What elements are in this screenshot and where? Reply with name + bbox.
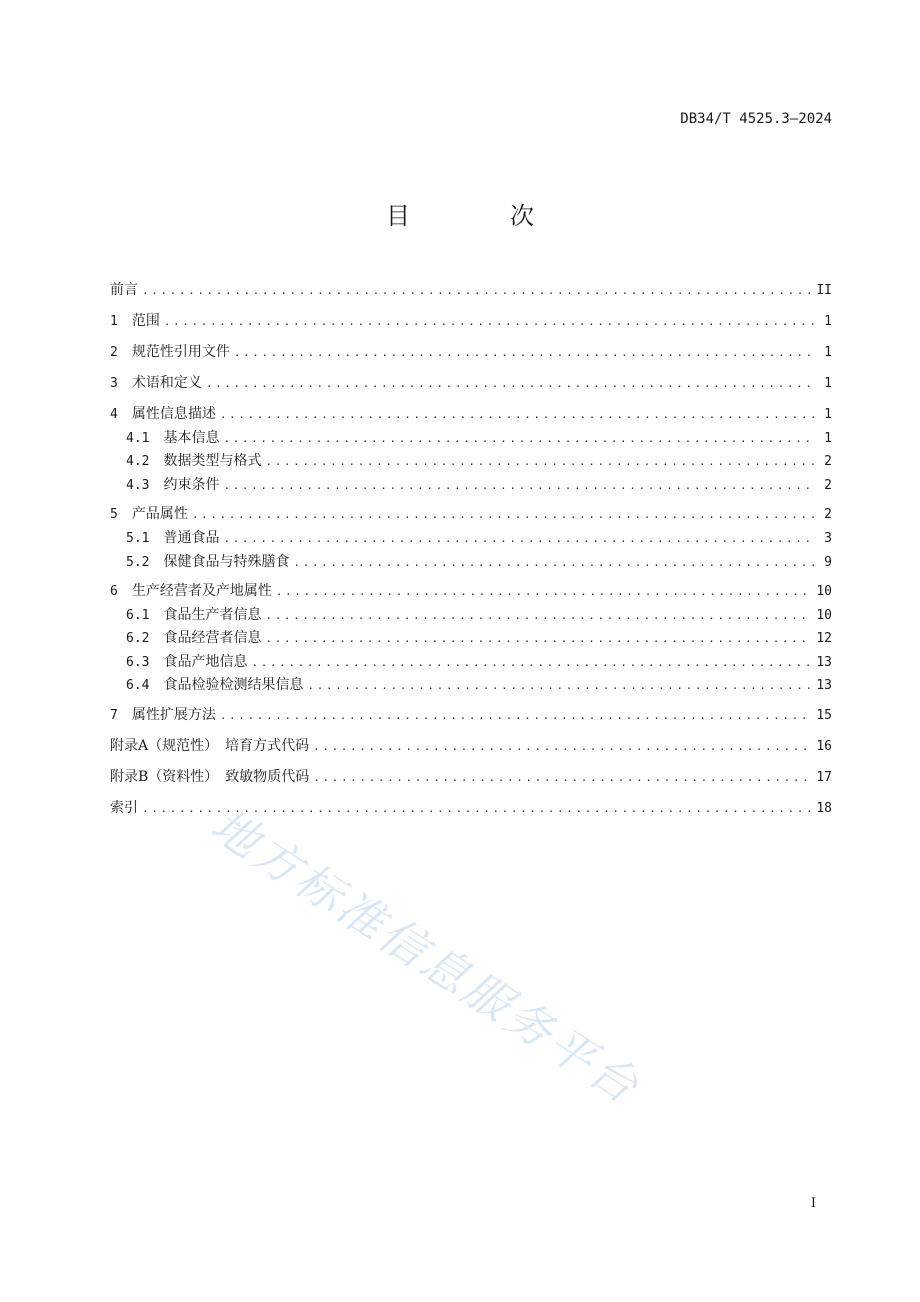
- toc-entry-scope[interactable]: [110, 311, 832, 331]
- toc-entry-page: 1: [824, 431, 832, 446]
- toc-entry-number: 4.3: [126, 478, 150, 493]
- toc-entry-label: 术语和定义: [131, 375, 202, 391]
- toc-entry-label: 属性扩展方法: [131, 707, 216, 723]
- toc-entry-page: 3: [824, 531, 832, 546]
- toc-entry-number: 3: [110, 376, 118, 391]
- toc-leader-dots: [220, 706, 813, 726]
- toc-entry-normative-references[interactable]: [110, 342, 832, 362]
- toc-entry-page: 1: [824, 314, 832, 329]
- toc-entry-page: 16: [816, 739, 832, 754]
- toc-entry-page: 1: [824, 376, 832, 391]
- toc-entry-constraints[interactable]: [110, 475, 832, 495]
- toc-entry-page: 10: [816, 608, 832, 623]
- toc-leader-dots: [192, 505, 814, 525]
- toc-entry-number: 2: [110, 345, 118, 360]
- toc-entry-basic-info[interactable]: [110, 428, 832, 448]
- toc-leader-dots: [251, 653, 812, 673]
- toc-entry-operator-info[interactable]: [110, 628, 832, 648]
- toc-entry-data-types[interactable]: [110, 451, 832, 471]
- toc-entry-label: 范围: [131, 313, 160, 329]
- toc-entry-label: 食品产地信息: [163, 654, 248, 670]
- toc-entry-number: 4: [110, 407, 118, 422]
- toc-entry-label: 生产经营者及产地属性: [131, 583, 272, 599]
- toc-entry-origin-info[interactable]: [110, 652, 832, 672]
- toc-leader-dots: [142, 799, 812, 819]
- toc-leader-dots: [313, 768, 812, 788]
- toc-leader-dots: [206, 374, 814, 394]
- toc-leader-dots: [142, 281, 812, 301]
- toc-entry-label: 索引: [110, 800, 138, 816]
- toc-entry-page: 18: [816, 801, 832, 816]
- toc-entry-number: 6.1: [126, 608, 150, 623]
- toc-entry-appendix-b[interactable]: [110, 767, 832, 787]
- toc-entry-number: 4.1: [126, 431, 150, 446]
- toc-leader-dots: [164, 312, 814, 332]
- toc-entry-page: 12: [816, 631, 832, 646]
- toc-entry-number: 4.2: [126, 454, 150, 469]
- toc-entry-label: 保健食品与特殊膳食: [163, 554, 290, 570]
- toc-entry-page: 9: [824, 555, 832, 570]
- toc-entry-number: 6.4: [126, 678, 150, 693]
- toc-entry-producer-info[interactable]: [110, 605, 832, 625]
- toc-entry-page: 13: [816, 655, 832, 670]
- toc-entry-page: 17: [816, 770, 832, 785]
- toc-entry-page: 2: [824, 478, 832, 493]
- toc-entry-label: 属性信息描述: [131, 406, 216, 422]
- toc-entry-page: 2: [824, 454, 832, 469]
- toc-entry-attribute-description[interactable]: [110, 404, 832, 424]
- toc-entry-extension-method[interactable]: [110, 705, 832, 725]
- toc-entry-label: 食品经营者信息: [163, 630, 262, 646]
- toc-entry-label: 附录A（规范性） 培育方式代码: [110, 738, 310, 754]
- toc-entry-number: 5.2: [126, 555, 150, 570]
- toc-entry-page: II: [816, 283, 832, 298]
- toc-entry-foreword[interactable]: [110, 280, 832, 300]
- toc-entry-page: 10: [816, 584, 832, 599]
- toc-entry-number: 6.3: [126, 655, 150, 670]
- toc-entry-page: 1: [824, 345, 832, 360]
- toc-entry-appendix-a[interactable]: [110, 736, 832, 756]
- toc-entry-label: 数据类型与格式: [163, 453, 262, 469]
- toc-entry-label: 基本信息: [163, 430, 220, 446]
- toc-entry-label: 普通食品: [163, 530, 220, 546]
- toc-entry-index[interactable]: [110, 798, 832, 818]
- toc-entry-number: 5: [110, 507, 118, 522]
- toc-leader-dots: [265, 606, 812, 626]
- toc-leader-dots: [223, 529, 814, 549]
- toc-entry-health-food[interactable]: [110, 552, 832, 572]
- page-title: 目 次: [386, 202, 572, 230]
- toc-entry-page: 15: [816, 708, 832, 723]
- toc-entry-page: 2: [824, 507, 832, 522]
- toc-entry-page: 1: [824, 407, 832, 422]
- toc-entry-number: 1: [110, 314, 118, 329]
- toc-entry-label: 食品检验检测结果信息: [163, 677, 304, 693]
- toc-leader-dots: [234, 343, 814, 363]
- toc-leader-dots: [293, 553, 814, 573]
- toc-entry-label: 产品属性: [131, 506, 188, 522]
- toc-entry-terms[interactable]: [110, 373, 832, 393]
- toc-entry-producer-origin[interactable]: [110, 581, 832, 601]
- toc-entry-label: 附录B（资料性） 致敏物质代码: [110, 769, 310, 785]
- toc-leader-dots: [276, 582, 813, 602]
- toc-leader-dots: [220, 405, 814, 425]
- toc-entry-label: 约束条件: [163, 477, 220, 493]
- document-code: DB34/T 4525.3—2024: [680, 111, 832, 127]
- toc-entry-label: 规范性引用文件: [131, 344, 230, 360]
- toc-entry-product-attributes[interactable]: [110, 504, 832, 524]
- toc-leader-dots: [223, 429, 814, 449]
- toc-entry-page: 13: [816, 678, 832, 693]
- toc-leader-dots: [307, 676, 812, 696]
- toc-entry-number: 5.1: [126, 531, 150, 546]
- watermark-text: 地方标准信息服务平台: [201, 797, 651, 1116]
- toc-leader-dots: [313, 737, 812, 757]
- toc-entry-label: 食品生产者信息: [163, 607, 262, 623]
- toc-leader-dots: [265, 452, 814, 472]
- toc-leader-dots: [223, 476, 814, 496]
- toc-entry-ordinary-food[interactable]: [110, 528, 832, 548]
- toc-entry-label: 前言: [110, 282, 138, 298]
- toc-entry-number: 7: [110, 708, 118, 723]
- toc-entry-number: 6.2: [126, 631, 150, 646]
- toc-entry-number: 6: [110, 584, 118, 599]
- toc-entry-inspection-results[interactable]: [110, 675, 832, 695]
- page-number: I: [810, 1196, 816, 1211]
- toc-leader-dots: [265, 629, 812, 649]
